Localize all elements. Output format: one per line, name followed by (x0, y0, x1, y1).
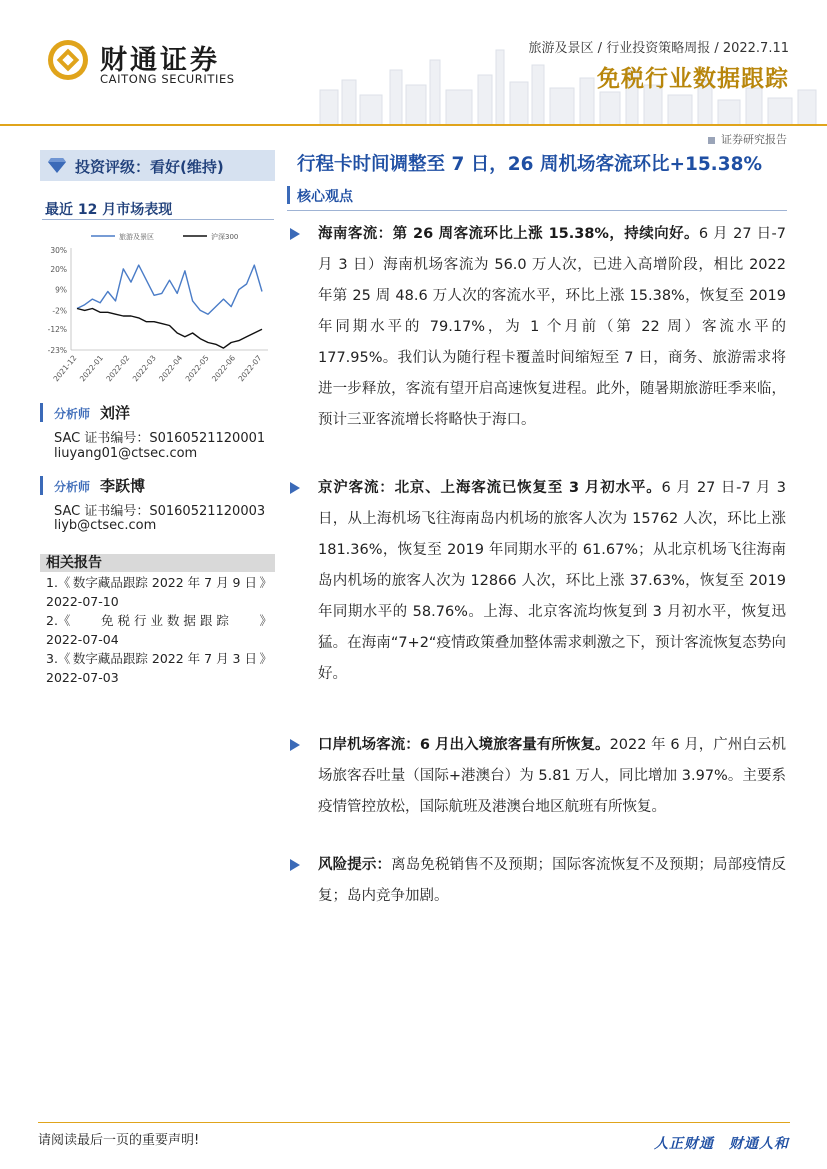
y-tick-label: 20% (50, 264, 67, 274)
related-report-suffix: 》 (259, 575, 272, 590)
logo-text: 财通证券 (100, 45, 220, 76)
disclaimer-notice: 请阅读最后一页的重要声明! (38, 1133, 200, 1148)
point-body: 2022 年 6 月，广州白云机场旅客吞吐量（国际+港澳台）为 5.81 万人，同比增加 3.97%。主要系疫情管控放松，国际航班及港澳台地区航班有所恢复。 (318, 737, 786, 815)
report-meta: 旅游及景区 / 行业投资策略周报 / 2022.7.11 (528, 41, 789, 56)
report-series-title: 免税行业数据跟踪 (597, 66, 789, 92)
related-report-date: 2022-07-04 (46, 632, 119, 647)
point-hainan (318, 219, 786, 436)
header-divider (0, 124, 827, 126)
y-tick-label: 9% (55, 285, 67, 295)
point-risk (318, 850, 786, 912)
x-tick-label: 2021-12 (51, 353, 79, 384)
related-report-title: 数字藏品跟踪 2022 年 7 月 9 日 (72, 575, 257, 590)
related-report-item[interactable] (46, 611, 272, 649)
x-tick-label: 2022-01 (77, 353, 105, 384)
report-title: 行程卡时间调整至 7 日，26 周机场客流环比+15.38% (297, 154, 762, 175)
related-report-prefix: 1.《 (46, 575, 71, 590)
triangle-bullet-icon (289, 482, 301, 494)
legend-label-series-1: 旅游及景区 (119, 233, 154, 241)
market-title-divider (42, 219, 274, 220)
footer-slogan: 人正财通 财通人和 (654, 1136, 789, 1152)
investment-rating: 投资评级：看好(维持) (75, 158, 224, 176)
analyst-name: 李跃博 (100, 477, 146, 495)
analyst-email[interactable]: liuyang01@ctsec.com (54, 446, 198, 461)
logo-subtext: CAITONG SECURITIES (100, 72, 235, 86)
core-views-accent-bar (287, 186, 290, 204)
point-port-airport (318, 730, 786, 823)
diamond-icon (48, 157, 66, 173)
series-line-1 (77, 265, 262, 314)
market-performance-chart (33, 222, 278, 394)
footer-divider (38, 1122, 790, 1123)
caitong-logo-icon (46, 38, 90, 82)
point-heading: 京沪客流：北京、上海客流已恢复至 3 月初水平。 (318, 480, 662, 496)
legend-label-series-2: 沪深300 (211, 233, 239, 241)
related-reports-title: 相关报告 (46, 555, 102, 571)
analyst-sac: SAC 证书编号：S0160521120003 (54, 504, 266, 519)
related-report-suffix: 》 (259, 613, 272, 628)
x-tick-label: 2022-03 (130, 353, 158, 384)
analyst-label: 分析师 (54, 407, 91, 421)
analyst-label: 分析师 (54, 480, 91, 494)
related-report-item[interactable] (46, 649, 272, 687)
x-tick-label: 2022-05 (183, 353, 211, 384)
y-tick-label: 30% (50, 246, 67, 255)
related-report-item[interactable] (46, 573, 272, 611)
related-report-prefix: 3.《 (46, 651, 71, 666)
y-tick-label: -23% (47, 346, 67, 355)
report-type-label: 证券研究报告 (721, 133, 787, 146)
core-views-divider (287, 210, 787, 211)
point-body: 6 月 27 日-7 月 3 日）海南机场客流为 56.0 万人次，已进入高增阶段，相比 2022 年第 25 周 48.6 万人次的客流水平，环比上涨 15.38%，恢复至 2019 年同期水平的 79.17%，为 1 个月前（第 22 周）客流水平的 177.95%。我们认为随行程卡覆盖时间缩短至 7 日，商务、旅游需求将进一步释放，客流有望开启高速恢复进程。此外，随暑期旅游旺季来临，预计三亚客流增长将略快于海口。 (318, 226, 786, 428)
related-report-date: 2022-07-03 (46, 670, 119, 685)
x-tick-label: 2022-02 (104, 353, 132, 384)
analyst-name: 刘洋 (100, 404, 131, 422)
report-type (708, 131, 787, 147)
analyst-email[interactable]: liyb@ctsec.com (54, 518, 157, 533)
related-report-prefix: 2.《 (46, 613, 71, 628)
analyst-accent-bar (40, 403, 43, 422)
core-views-title: 核心观点 (297, 189, 353, 205)
square-icon (708, 137, 715, 144)
x-tick-label: 2022-07 (236, 353, 264, 384)
y-tick-label: -12% (47, 325, 67, 335)
related-report-title: 数字藏品跟踪 2022 年 7 月 3 日 (72, 651, 257, 666)
analyst-sac: SAC 证书编号：S0160521120001 (54, 431, 266, 446)
market-performance-title: 最近 12 月市场表现 (45, 202, 173, 218)
x-tick-label: 2022-06 (210, 353, 238, 384)
x-tick-label: 2022-04 (157, 353, 185, 384)
series-line-2 (77, 309, 262, 349)
triangle-bullet-icon (289, 228, 301, 240)
triangle-bullet-icon (289, 739, 301, 751)
point-heading: 海南客流：第 26 周客流环比上涨 15.38%，持续向好。 (318, 226, 699, 242)
point-heading: 风险提示： (318, 857, 392, 873)
analyst-accent-bar (40, 476, 43, 495)
y-tick-label: -2% (52, 306, 67, 316)
related-report-suffix: 》 (259, 651, 272, 666)
triangle-bullet-icon (289, 859, 301, 871)
point-beijing-shanghai (318, 473, 786, 690)
point-body: 离岛免税销售不及预期；国际客流恢复不及预期；局部疫情反复；岛内竞争加剧。 (318, 857, 787, 904)
related-report-title: 免 税 行 业 数 据 跟 踪 (101, 613, 229, 628)
point-body: 6 月 27 日-7 月 3 日，从上海机场飞往海南岛内机场的旅客人次为 15762 人次，环比上涨 181.36%，恢复至 2019 年同期水平的 61.67%；从北京机场飞往海南岛内机场的旅客人次为 12866 人次，环比上涨 37.63%，恢复至 2019 年同期水平的 58.76%。上海、北京客流均恢复到 3 月初水平，恢复迅猛。在海南“7+2“疫情政策叠加整体需求刺激之下，预计客流恢复态势向好。 (318, 480, 787, 682)
related-report-date: 2022-07-10 (46, 594, 119, 609)
point-heading: 口岸机场客流：6 月出入境旅客量有所恢复。 (318, 737, 610, 753)
